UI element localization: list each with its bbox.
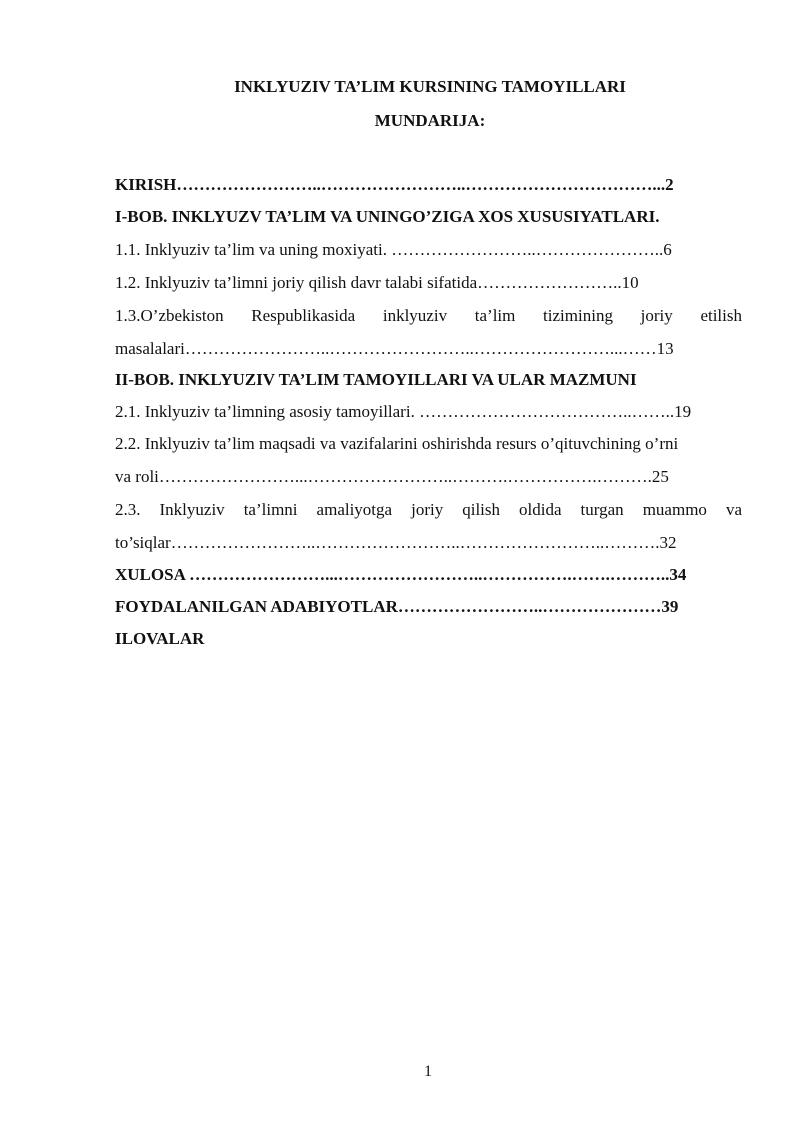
toc-entry-1-3: 1.3.O’zbekiston Respublikasida inklyuziv ta’lim tizimining joriy etilish (115, 306, 742, 325)
toc-entry-1-3-cont: masalalari……………………..……………………..……………………...……13 (115, 339, 674, 358)
toc-chapter-1: I-BOB. INKLYUZV TA’LIM VA UNINGO’ZIGA XOS XUSUSIYATLARI. (115, 207, 660, 226)
toc-entry-2-3: 2.3. Inklyuziv ta’limni amaliyotga joriy qilish oldida turgan muammo va (115, 500, 742, 519)
toc-entry-2-1: 2.1. Inklyuziv ta’limning asosiy tamoyillari. ………………………………..……..19 (115, 402, 692, 421)
document-title: INKLYUZIV TA’LIM KURSINING TAMOYILLARI (234, 77, 626, 96)
toc-entry-1-2: 1.2. Inklyuziv ta’limni joriy qilish davr talabi sifatida……………………..10 (115, 273, 639, 292)
toc-entry-adabiyotlar: FOYDALANILGAN ADABIYOTLAR……………………..…………………39 (115, 597, 679, 616)
toc-entry-xulosa: XULOSA ……………………...……………………..…………….…….………..34 (115, 565, 687, 584)
toc-entry-2-3-cont: to’siqlar……………………..……………………..……………………..……….32 (115, 533, 677, 552)
toc-chapter-2: II-BOB. INKLYUZIV TA’LIM TAMOYILLARI VA ULAR MAZMUNI (115, 370, 637, 389)
page-number: 1 (424, 1063, 432, 1080)
toc-entry-2-2: 2.2. Inklyuziv ta’lim maqsadi va vazifalarini oshirishda resurs o’qituvchining o’rni (115, 434, 679, 453)
toc-entry-1-1: 1.1. Inklyuziv ta’lim va uning moxiyati. ……………………..…………………..6 (115, 240, 672, 259)
toc-entry-ilovalar: ILOVALAR (115, 629, 205, 648)
toc-entry-kirish: KIRISH……………………..……………………..……………………………...2 (115, 175, 674, 194)
toc-heading: MUNDARIJA: (374, 111, 486, 130)
toc-entry-2-2-cont: va roli……………………...……………………..……….…………….……….25 (115, 467, 669, 486)
